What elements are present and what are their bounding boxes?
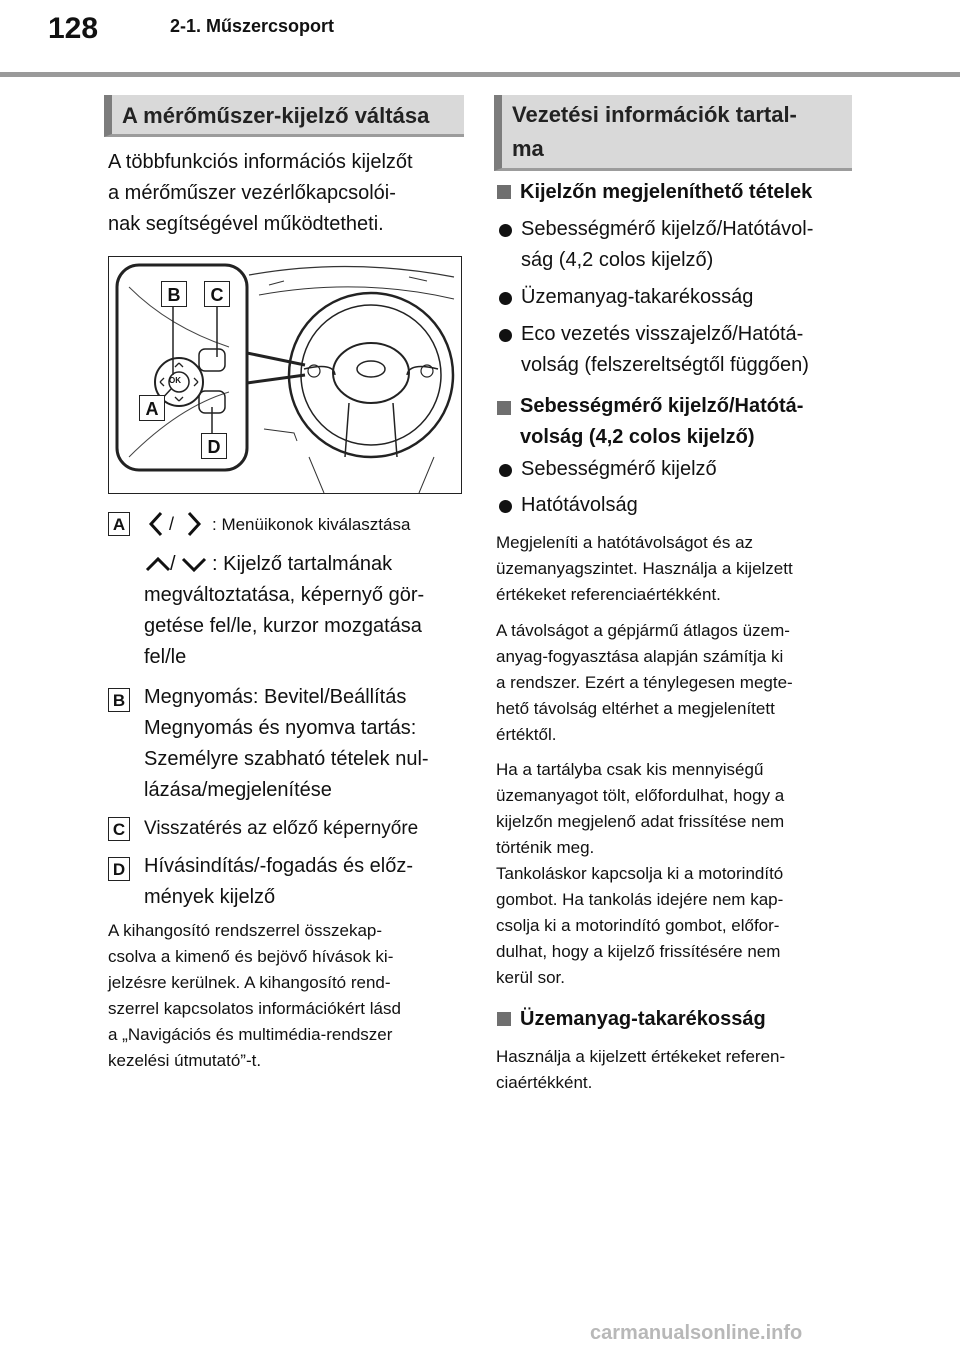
item-b-line: Megnyomás és nyomva tartás:	[144, 717, 417, 739]
bullet-dot-icon	[499, 464, 512, 477]
bullet-dot-icon	[499, 329, 512, 342]
bullet-fuel-economy	[521, 282, 856, 313]
item-d-text	[144, 851, 464, 913]
section-heading-left	[104, 95, 464, 137]
chevron-left-icon	[146, 510, 166, 538]
bullet-line: Eco vezetés visszajelző/Hatótá-	[521, 323, 804, 345]
subheading-line: volság (4,2 colos kijelző)	[520, 426, 755, 448]
chevron-right-icon	[184, 510, 204, 538]
bullet-line: Üzemanyag-takarékosság	[521, 286, 754, 308]
range-paragraph-3	[496, 757, 856, 991]
bullet-speedometer-range	[521, 214, 856, 276]
subheading-line: Sebességmérő kijelző/Hatótá-	[520, 395, 804, 417]
range-paragraph-2	[496, 618, 856, 748]
item-b-line: lázása/megjelenítése	[144, 779, 332, 801]
para-line: hető távolság eltérhet a megjelenített	[496, 699, 775, 718]
para-line: Használja a kijelzett értékeket referen-	[496, 1047, 786, 1066]
item-label-c: C	[108, 817, 130, 841]
fuel-economy-paragraph	[496, 1044, 856, 1096]
page-number: 128	[48, 12, 99, 45]
bullet-dot-icon	[499, 224, 512, 237]
para-line: történik meg.	[496, 838, 595, 857]
item-c-text: Visszatérés az előző képernyőre	[144, 818, 419, 839]
watermark: carmanualsonline.info	[590, 1322, 803, 1344]
para-line: ciaértékként.	[496, 1073, 593, 1092]
item-d-line: Hívásindítás/-fogadás és előz-	[144, 855, 414, 877]
intro-line: a mérőműszer vezérlőkapcsolói-	[108, 182, 396, 204]
subheading-fuel-economy-text: Üzemanyag-takarékosság	[520, 1008, 766, 1030]
item-a-separator: /	[169, 514, 175, 534]
bullet-dot-icon	[499, 292, 512, 305]
item-a-ud-first: : Kijelző tartalmának	[212, 553, 393, 575]
subheading-fuel-economy	[497, 1004, 766, 1035]
item-d-line: mények kijelző	[144, 886, 276, 908]
steering-wheel-figure	[108, 256, 462, 494]
bullet-line: Sebességmérő kijelző/Hatótávol-	[521, 218, 814, 240]
range-paragraph-1	[496, 530, 856, 608]
item-a-separator-2: /	[170, 553, 176, 575]
note-line: a „Navigációs és multimédia-rendszer	[108, 1025, 393, 1044]
para-line: kijelzőn megjelenő adat frissítése nem	[496, 812, 785, 831]
item-a-ud-line: megváltoztatása, képernyő gör-	[144, 584, 425, 606]
para-line: Megjeleníti a hatótávolságot és az	[496, 533, 754, 552]
para-line: értékeket referenciaértékként.	[496, 585, 721, 604]
item-label-a: A	[108, 512, 130, 536]
figure-label-c: C	[204, 281, 230, 307]
square-bullet-icon	[497, 185, 511, 199]
bullet-dot-icon	[499, 500, 512, 513]
bullet-speedometer: Sebességmérő kijelző	[521, 458, 717, 480]
para-line: üzemanyagot tölt, előfordulhat, hogy a	[496, 786, 785, 805]
item-b-text	[144, 682, 464, 806]
bullet-line: ság (4,2 colos kijelző)	[521, 249, 714, 271]
para-line: kerül sor.	[496, 968, 565, 987]
bullet-range: Hatótávolság	[521, 494, 638, 516]
intro-line: A többfunkciós információs kijelzőt	[108, 151, 413, 173]
item-a-ud-line: fel/le	[144, 646, 187, 668]
para-line: dulhat, hogy a kijelző frissítésére nem	[496, 942, 781, 961]
para-line: üzemanyagszintet. Használja a kijelzett	[496, 559, 793, 578]
subheading-speedometer-range	[520, 391, 855, 453]
square-bullet-icon	[497, 1012, 511, 1026]
bullet-eco-indicator	[521, 319, 861, 381]
note-line: szerrel kapcsolatos információkért lásd	[108, 999, 401, 1018]
para-line: gombot. Ha tankolás idejére nem kap-	[496, 890, 784, 909]
bullet-line: volság (felszereltségtől függően)	[521, 354, 809, 376]
chevron-up-icon	[144, 555, 172, 573]
subheading-display-items	[497, 177, 812, 208]
figure-label-b: B	[161, 281, 187, 307]
chapter-title: 2-1. Műszercsoport	[170, 16, 335, 36]
para-line: csolja ki a motorindító gombot, előfor-	[496, 916, 780, 935]
ok-label: OK	[169, 376, 181, 385]
header-rule	[0, 72, 960, 77]
item-a-lr-text: : Menüikonok kiválasztása	[212, 515, 411, 534]
section-heading-right-line: ma	[512, 136, 544, 161]
para-line: A távolságot a gépjármű átlagos üzem-	[496, 621, 790, 640]
note-line: A kihangosító rendszerrel összekap-	[108, 921, 383, 940]
item-a-ud-line: getése fel/le, kurzor mozgatása	[144, 615, 422, 637]
para-line: a rendszer. Ezért a ténylegesen megte-	[496, 673, 793, 692]
intro-paragraph	[108, 147, 468, 240]
handsfree-note	[108, 918, 468, 1074]
item-b-line: Megnyomás: Bevitel/Beállítás	[144, 686, 407, 708]
para-line: anyag-fogyasztása alapján számítja ki	[496, 647, 784, 666]
item-label-d: D	[108, 857, 130, 881]
subheading-display-items-text: Kijelzőn megjeleníthető tételek	[520, 181, 813, 203]
section-heading-left-text: A mérőműszer-kijelző váltása	[122, 103, 430, 128]
note-line: kezelési útmutató”-t.	[108, 1051, 262, 1070]
note-line: csolva a kimenő és bejövő hívások ki-	[108, 947, 394, 966]
chevron-down-icon	[180, 555, 208, 573]
intro-line: nak segítségével működtetheti.	[108, 213, 384, 235]
square-bullet-icon	[497, 401, 511, 415]
note-line: jelzésre kerülnek. A kihangosító rend-	[108, 973, 391, 992]
para-line: Ha a tartályba csak kis mennyiségű	[496, 760, 764, 779]
item-a-ud-rest	[144, 580, 464, 673]
figure-label-d: D	[201, 433, 227, 459]
item-label-b: B	[108, 688, 130, 712]
section-heading-right	[494, 95, 852, 171]
section-heading-right-line: Vezetési információk tartal-	[512, 102, 797, 127]
para-line: Tankoláskor kapcsolja ki a motorindító	[496, 864, 784, 883]
figure-label-a: A	[139, 395, 165, 421]
item-b-line: Személyre szabható tételek nul-	[144, 748, 429, 770]
para-line: értéktől.	[496, 725, 557, 744]
